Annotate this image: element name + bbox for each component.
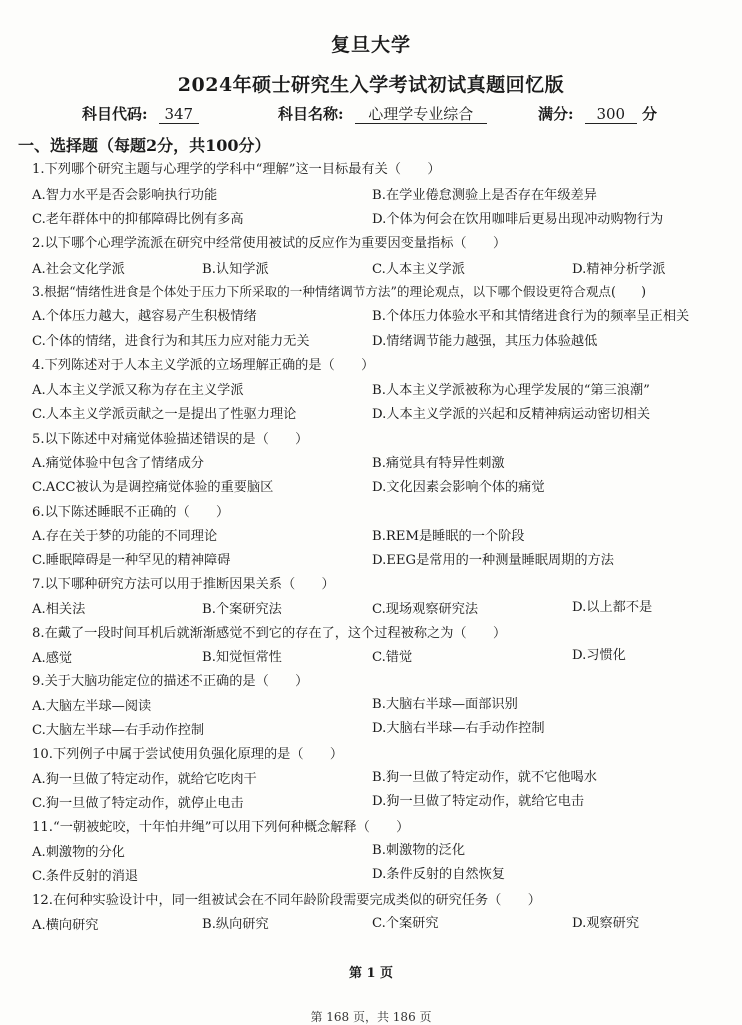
full-score-unit: 分 [642,105,658,123]
question-stem: 3.根据“情绪性进食是个体处于压力下所采取的一种情绪调节方法”的理论观点，以下哪个假设更符合观点( ) [32,284,647,299]
option-b: B.个体压力体验水平和其情绪进食行为的频率呈正相关 [372,309,690,324]
option-a: A.社会文化学派 [32,262,125,277]
option-b: B.在学业倦怠测验上是否存在年级差异 [372,188,597,203]
option-a: A.感觉 [32,651,73,666]
subject-name [278,103,487,124]
option-c: C.错觉 [372,650,413,665]
option-c: C.条件反射的消退 [32,869,139,884]
university-title: 复旦大学 [330,34,411,56]
option-d: D.EEG是常用的一种测量睡眠周期的方法 [372,553,614,568]
option-d: D.精神分析学派 [572,262,666,277]
option-c: C.ACC被认为是调控痛觉体验的重要脑区 [32,480,274,495]
full-score-value: 300 [585,106,637,124]
option-b: B.刺激物的泛化 [372,843,466,858]
option-d: D.以上都不是 [572,600,653,615]
question-stem: 4.下列陈述对于人本主义学派的立场理解正确的是（ ） [32,358,375,373]
option-a: A.大脑左半球—阅读 [32,699,152,714]
question-stem: 11.“一朝被蛇咬，十年怕井绳”可以用下列何种概念解释（ ） [32,820,410,835]
option-d: D.狗一旦做了特定动作，就给它电击 [372,794,585,809]
option-a: A.狗一旦做了特定动作，就给它吃肉干 [32,772,257,787]
subject-code-value: 347 [159,106,199,124]
option-a: A.刺激物的分化 [32,845,125,860]
option-a: A.智力水平是否会影响执行功能 [32,188,218,203]
question-stem: 5.以下陈述中对痛觉体验描述错误的是（ ） [32,432,309,447]
option-c: C.老年群体中的抑郁障碍比例有多高 [32,212,244,227]
full-score [538,103,657,124]
question-stem: 2.以下哪个心理学流派在研究中经常使用被试的反应作为重要因变量指标（ ） [32,236,507,251]
option-a: A.相关法 [32,602,86,617]
option-c: C.大脑左半球—右手动作控制 [32,723,205,738]
option-c: C.个体的情绪，进食行为和其压力应对能力无关 [32,334,310,349]
option-b: B.人本主义学派被称为心理学发展的“第三浪潮” [372,383,650,398]
option-d: D.观察研究 [572,916,640,931]
option-d: D.情绪调节能力越强，其压力体验越低 [372,334,598,349]
option-a: A.存在关于梦的功能的不同理论 [32,529,218,544]
option-c: C.睡眠障碍是一种罕见的精神障碍 [32,553,231,568]
question-stem: 7.以下哪种研究方法可以用于推断因果关系（ ） [32,577,335,592]
option-d: D.个体为何会在饮用咖啡后更易出现冲动购物行为 [372,212,664,227]
option-b: B.痛觉具有特异性刺激 [372,456,505,471]
option-c: C.个案研究 [372,916,439,931]
subject-name-value: 心理学专业综合 [355,106,487,124]
option-b: B.认知学派 [202,262,269,277]
option-c: C.人本主义学派贡献之一是提出了性驱力理论 [32,407,297,422]
option-b: B.知觉恒常性 [202,650,282,665]
option-a: A.横向研究 [32,918,99,933]
question-stem: 1.下列哪个研究主题与心理学的学科中“理解”这一目标最有关（ ） [32,162,441,177]
option-d: D.习惯化 [572,648,626,663]
subject-code [82,103,199,124]
option-b: B.狗一旦做了特定动作，就不它他喝水 [372,770,597,785]
full-score-label: 满分: [538,105,574,123]
option-b: B.大脑右半球—面部识别 [372,697,518,712]
option-d: D.文化因素会影响个体的痛觉 [372,480,545,495]
page-number: 第 1 页 [348,966,394,981]
option-d: D.条件反射的自然恢复 [372,867,505,882]
option-b: B.纵向研究 [202,917,269,932]
option-a: A.痛觉体验中包含了情绪成分 [32,456,204,471]
option-c: C.现场观察研究法 [372,602,479,617]
option-a: A.人本主义学派又称为存在主义学派 [32,383,244,398]
option-d: D.人本主义学派的兴起和反精神病运动密切相关 [372,407,651,422]
question-stem: 9.关于大脑功能定位的描述不正确的是（ ） [32,674,309,689]
question-stem: 10.下列例子中属于尝试使用负强化原理的是（ ） [32,747,344,762]
subject-name-label: 科目名称: [278,105,344,123]
option-b: B.REM是睡眠的一个阶段 [372,529,525,544]
option-a: A.个体压力越大，越容易产生积极情绪 [32,309,257,324]
page-footer: 第 168 页，共 186 页 [310,1010,432,1024]
exam-title: 2024年硕士研究生入学考试初试真题回忆版 [177,74,565,96]
option-b: B.个案研究法 [202,602,282,617]
question-stem: 8.在戴了一段时间耳机后就渐渐感觉不到它的存在了，这个过程被称之为（ ） [32,626,507,641]
question-stem: 6.以下陈述睡眠不正确的（ ） [32,505,230,520]
option-c: C.狗一旦做了特定动作，就停止电击 [32,796,244,811]
section-title: 一、选择题（每题2分，共100分） [18,136,271,155]
question-stem: 12.在何种实验设计中，同一组被试会在不同年龄阶段需要完成类似的研究任务（ ） [32,893,541,908]
subject-code-label: 科目代码: [82,105,148,123]
option-d: D.大脑右半球—右手动作控制 [372,721,545,736]
option-c: C.人本主义学派 [372,262,465,277]
